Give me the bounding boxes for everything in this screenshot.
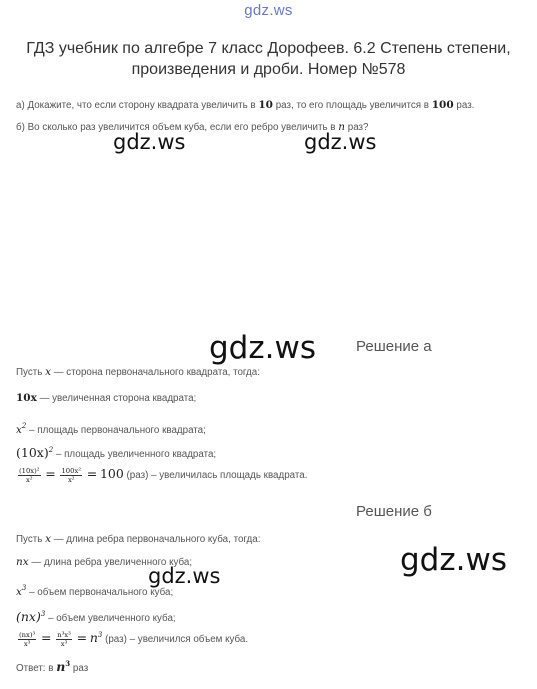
- expr-10x: 10x: [16, 392, 37, 404]
- solution-b-line-2: nx — длина ребра увеличенного куба;: [16, 556, 193, 568]
- fraction: $\frac{\text{(10x)²}}{\text{x²}}$: [19, 466, 40, 484]
- solution-a-line-2: 10x — увеличенная сторона квадрата;: [16, 392, 197, 404]
- solution-a-line-3: $x^2$ – площадь первоначального квадрата;: [16, 422, 206, 436]
- solution-a-line-5: $\frac{\text{(10x)²}}{\text{x²}}$ = $\frac{\text{100x²}}{\text{x²}}$ = 100 (раз) – увеличилась площадь квадрата.: [19, 466, 308, 484]
- part-b-text-after: раз?: [347, 122, 369, 133]
- watermark: gdz.ws: [304, 130, 377, 154]
- part-b-text-before: Во сколько раз увеличится объем куба, если его ребро увеличить в: [27, 122, 336, 133]
- watermark: gdz.ws: [400, 542, 507, 578]
- var-x: x: [45, 366, 51, 378]
- watermark: gdz.ws: [148, 564, 221, 588]
- solution-a-line-1: Пусть x — сторона первоначального квадрата, тогда:: [16, 366, 260, 378]
- part-a-text-before: Докажите, что если сторону квадрата увеличить в: [27, 100, 256, 111]
- var-x: x: [45, 533, 51, 545]
- answer-line: Ответ: в $n^3$ раз: [16, 659, 89, 674]
- task-part-a: [16, 99, 474, 111]
- fraction: $\frac{\text{(nx)³}}{\text{x³}}$: [19, 630, 36, 648]
- part-b-var-n: n: [338, 121, 346, 133]
- site-logo[interactable]: gdz.ws: [244, 2, 293, 19]
- part-a-number-100: 100: [431, 99, 454, 111]
- part-b-label: б): [16, 122, 25, 133]
- solution-b-line-5: $\frac{\text{(nx)³}}{\text{x³}}$ = $\frac{\text{n³x³}}{\text{x³}}$ = $n^3$ (раз) – увеличился объем куба.: [19, 630, 249, 648]
- fraction: $\frac{\text{100x²}}{\text{x²}}$: [61, 466, 81, 484]
- watermark: gdz.ws: [209, 330, 316, 366]
- watermark: gdz.ws: [113, 130, 186, 154]
- part-a-text-mid: раз, то его площадь увеличится в: [275, 100, 430, 111]
- fraction: $\frac{\text{n³x³}}{\text{x³}}$: [57, 630, 71, 648]
- solution-a-heading: Решение а: [356, 338, 432, 355]
- solution-b-line-4: (nx)$^3$ – объем увеличенного куба;: [16, 609, 176, 624]
- expr-nx: nx: [16, 556, 29, 568]
- result-100: 100: [99, 466, 124, 481]
- solution-b-heading: Решение б: [356, 503, 432, 520]
- part-a-number-10: 10: [258, 99, 273, 111]
- page-title: ГДЗ учебник по алгебре 7 класс Дорофеев. 6.2 Степень степени, произведения и дроби. Номер №578: [26, 40, 511, 78]
- solution-b-line-3: $x^3$ – объем первоначального куба;: [16, 584, 174, 598]
- part-a-text-after: раз.: [456, 100, 475, 111]
- solution-b-line-1: Пусть x — длина ребра первоначального куба, тогда:: [16, 533, 261, 545]
- part-a-label: а): [16, 100, 25, 111]
- solution-a-line-4: $(10x)^2$ – площадь увеличенного квадрата;: [16, 445, 217, 460]
